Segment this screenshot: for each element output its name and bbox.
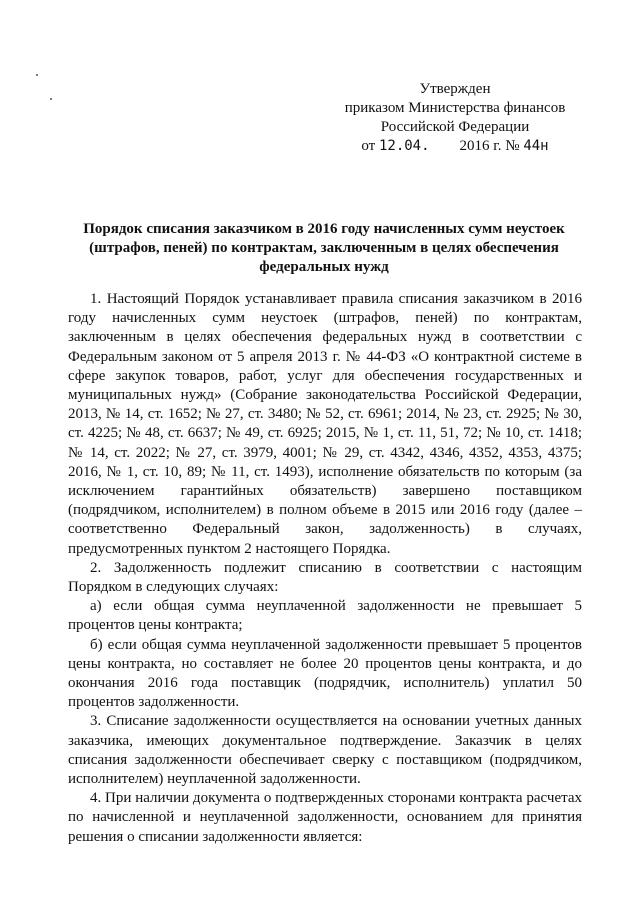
approval-country-line: Российской Федерации (380, 119, 530, 135)
paragraph-2b: б) если общая сумма неуплаченной задолженности превышает 5 процентов цены контракта, но составляет не более 20 процентов цены контракта, и до окончания 2016 года поставщик (подрядчик, исполнитель) уплатил 50 процентов задолженности. (68, 636, 582, 711)
date-handwritten: 12.04. (378, 138, 430, 154)
paragraph-2: 2. Задолженность подлежит списанию в соответствии с настоящим Порядком в следующих случаях: (68, 559, 582, 596)
date-year: 2016 г. № (459, 138, 520, 154)
title-line-3: федеральных нужд (259, 259, 389, 275)
date-prefix: от (361, 138, 376, 154)
scan-speck (36, 74, 38, 76)
title-line-2: (штрафов, пеней) по контрактам, заключенным в целях обеспечения (89, 240, 559, 256)
paragraph-2a: а) если общая сумма неуплаченной задолженности не превышает 5 процентов цены контракта; (68, 598, 582, 634)
order-number-handwritten: 44н (523, 138, 549, 154)
approval-stamp-block (330, 80, 580, 156)
paragraph-4: 4. При наличии документа о подтвержденных сторонами контракта расчетах по начисленной и неуплаченной задолженности, основанием для принятия решения о списании задолженности является: (68, 790, 582, 845)
paragraph-3: 3. Списание задолженности осуществляется на основании учетных данных заказчика, имеющих документальное подтверждение. Заказчик в целях списания задолженности обеспечивает сверку с поставщиком (подрядчиком, исполнителем) неуплаченной задолженности. (68, 713, 582, 788)
paragraph-1: 1. Настоящий Порядок устанавливает правила списания заказчиком в 2016 году начисленных сумм неустоек (штрафов, пеней) по контрактам, заключенным в целях обеспечения федеральных нужд в соответствии с Федеральным законом от 5 апреля 2013 г. № 44-ФЗ «О контрактной системе в сфере закупок товаров, работ, услуг для обеспечения государственных и муниципальных нужд» (Собрание законодательства Российской Федерации, 2013, № 14, ст. 1652; № 27, ст. 3480; № 52, ст. 6961; 2014, № 23, ст. 2925; № 30, ст. 4225; № 48, ст. 6637; № 49, ст. 6925; 2015, № 1, ст. 11, 51, 72; № 10, ст. 1418; № 14, ст. 2022; № 27, ст. 3979, 4001; № 29, ст. 4342, 4346, 4352, 4353, 4375; 2016, № 1, ст. 10, 89; № 11, ст. 1493), исполнение обязательств по которым (за исключением гарантийных обязательств) завершено поставщиком (подрядчиком, исполнителем) в полном объеме в 2015 или 2016 году (далее – соответственно Федеральный закон, задолженность) в случаях, предусмотренных пунктом 2 настоящего Порядка. (68, 291, 582, 557)
scan-speck (50, 98, 52, 100)
approval-heading: Утвержден (419, 81, 491, 97)
approval-order-line: приказом Министерства финансов (344, 100, 566, 116)
document-title (68, 220, 580, 277)
approval-date-line (330, 137, 580, 156)
title-line-1: Порядок списания заказчиком в 2016 году начисленных сумм неустоек (83, 221, 565, 237)
document-body (68, 290, 582, 847)
